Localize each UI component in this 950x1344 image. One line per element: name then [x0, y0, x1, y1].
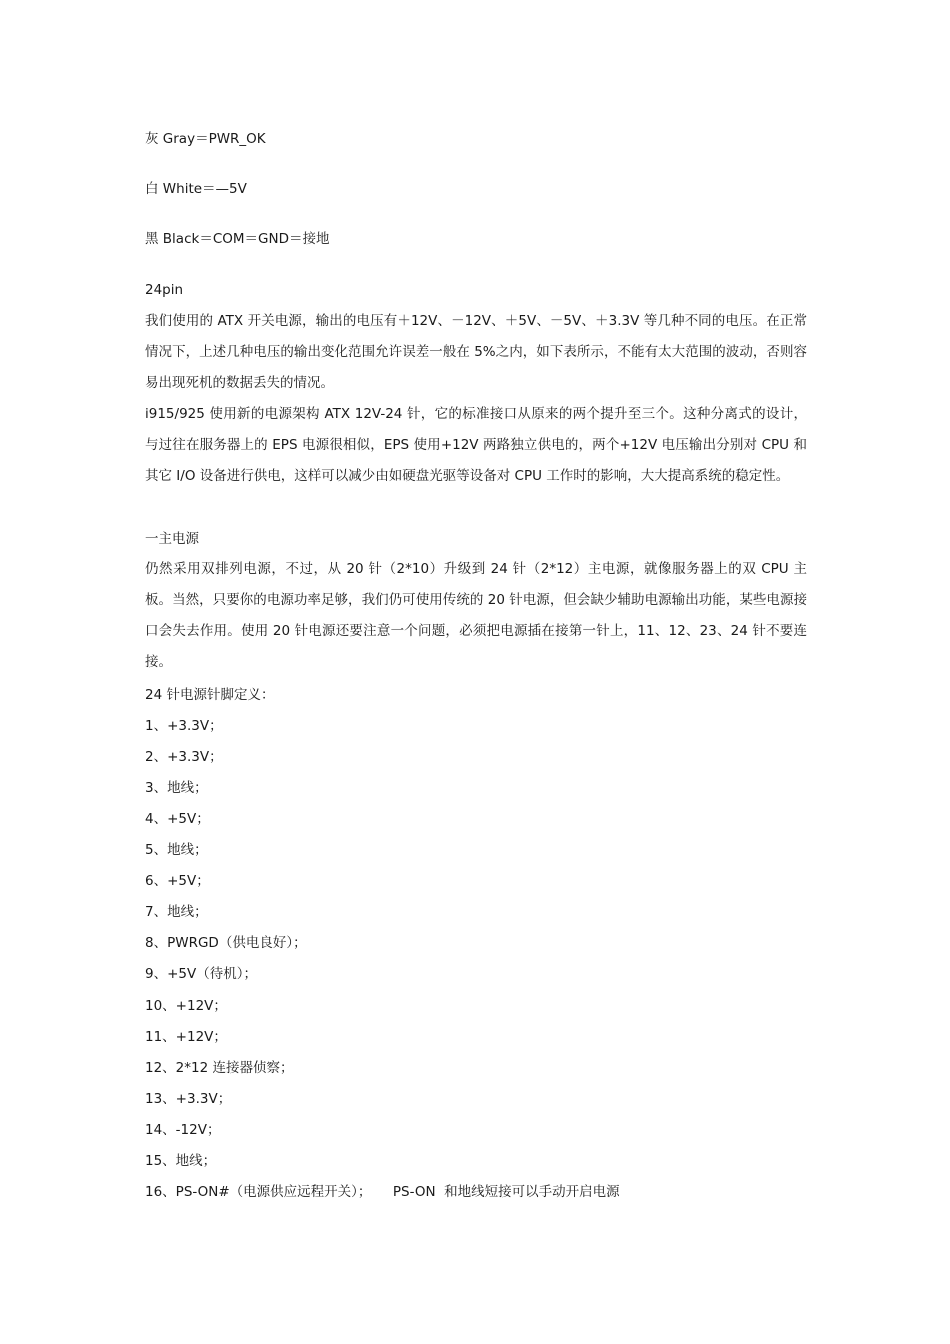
pin-item: 16、PS-ON#（电源供应远程开关）； PS-ON 和地线短接可以手动开启电源 [145, 1184, 620, 1200]
pin-item: 9、+5V（待机）； [145, 966, 257, 982]
pin-item: 12、2*12 连接器侦察； [145, 1060, 294, 1076]
pin-item: 14、-12V； [145, 1122, 221, 1138]
pin-item: 4、+5V； [145, 811, 210, 827]
pin-item: 10、+12V； [145, 998, 227, 1014]
wire-white-line: 白 White＝—5V [145, 181, 247, 197]
pin-item: 6、+5V； [145, 873, 210, 889]
wire-gray-line: 灰 Gray＝PWR_OK [145, 131, 266, 147]
pin-item: 8、PWRGD（供电良好）； [145, 935, 307, 951]
pin-item: 11、+12V； [145, 1029, 227, 1045]
pin-item: 13、+3.3V； [145, 1091, 232, 1107]
pin-definition-title: 24 针电源针脚定义： [145, 687, 275, 703]
section-label-24pin: 24pin [145, 282, 184, 298]
pin-item: 3、地线； [145, 780, 208, 796]
pin-item: 15、地线； [145, 1153, 217, 1169]
paragraph-main-power: 仍然采用双排列电源，不过，从 20 针（2*10）升级到 24 针（2*12）主电源，就像服务器上的双 CPU 主板。当然，只要你的电源功率足够，我们仍可使用传统的 20 针电源，但会缺少辅助电源输出功能，某些电源接口会失去作用。使用 20 针电源还要注意一个问题，必须把电源插在接第一针上，11、12、23、24 针不要连接。 [145, 561, 807, 670]
pin-item: 1、+3.3V； [145, 718, 223, 734]
paragraph-i915-power: i915/925 使用新的电源架构 ATX 12V-24 针，它的标准接口从原来的两个提升至三个。这种分离式的设计，与过往在服务器上的 EPS 电源很相似，EPS 使用+12V 两路独立供电的，两个+12V 电压输出分别对 CPU 和其它 I/O 设备进行供电，这样可以减少由如硬盘光驱等设备对 CPU 工作时的影响，大大提高系统的稳定性。 [145, 406, 807, 484]
pin-item: 7、地线； [145, 904, 208, 920]
main-power-heading: 一主电源 [145, 531, 199, 547]
paragraph-atx-voltages: 我们使用的 ATX 开关电源，输出的电压有＋12V、－12V、＋5V、－5V、＋3.3V 等几种不同的电压。在正常情况下，上述几种电压的输出变化范围允许误差一般在 5%之内，如下表所示，不能有太大范围的波动，否则容易出现死机的数据丢失的情况。 [145, 313, 807, 391]
wire-black-line: 黑 Black＝COM＝GND＝接地 [145, 231, 330, 247]
pin-item: 2、+3.3V； [145, 749, 223, 765]
pin-item: 5、地线； [145, 842, 208, 858]
